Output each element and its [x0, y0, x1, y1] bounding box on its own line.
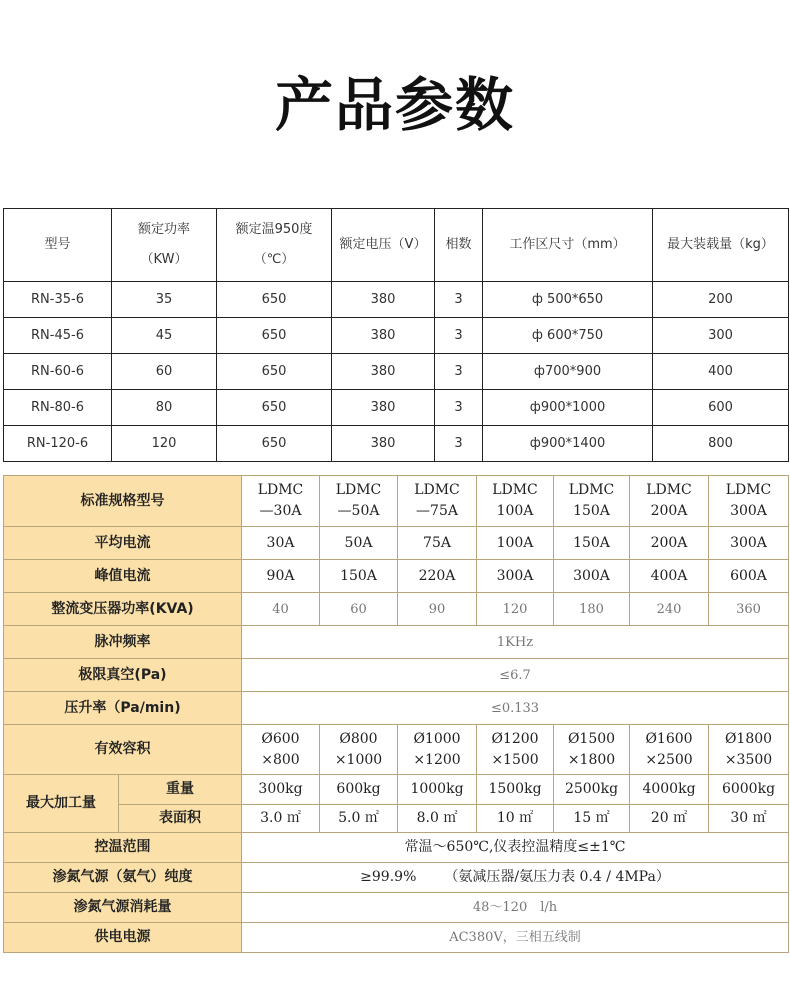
value-cell: 240 [630, 593, 709, 626]
cell-work-size: ф900*1400 [483, 426, 653, 462]
row-pulse-freq [4, 626, 789, 659]
value-cell: 15 ㎡ [554, 805, 630, 833]
label-volume: 有效容积 [4, 725, 242, 775]
cell-phase: 3 [435, 282, 483, 318]
cell-work-size: ф 600*750 [483, 318, 653, 354]
cell-work-size: ф700*900 [483, 354, 653, 390]
cell-work-size: ф 500*650 [483, 282, 653, 318]
cell-voltage: 380 [332, 426, 435, 462]
cell-max-load: 200 [653, 282, 789, 318]
value-cell: 150A [554, 527, 630, 560]
value-cell: 90 [398, 593, 477, 626]
label-pulse-freq: 脉冲频率 [4, 626, 242, 659]
value-pulse-freq: 1KHz [242, 626, 789, 659]
label-consumption: 渗氮气源消耗量 [4, 893, 242, 923]
row-area [4, 805, 789, 833]
table-row [4, 390, 789, 426]
nitrogen-purity: ≥99.9% [360, 869, 417, 885]
value-cell: 10 ㎡ [477, 805, 554, 833]
row-models [4, 476, 789, 527]
volume-cell: Ø1200 ×1500 [477, 725, 554, 775]
value-cell: 300A [477, 560, 554, 593]
model-cell: LDMC —30A [242, 476, 320, 527]
model-cell: LDMC 150A [554, 476, 630, 527]
value-cell: 220A [398, 560, 477, 593]
value-cell: 4000kg [630, 775, 709, 805]
cell-model: RN-35-6 [4, 282, 112, 318]
row-weight [4, 775, 789, 805]
value-cell: 75A [398, 527, 477, 560]
cell-power: 80 [112, 390, 217, 426]
label-transformer: 整流变压器功率(KVA) [4, 593, 242, 626]
model-cell: LDMC 200A [630, 476, 709, 527]
label-nitrogen-source: 渗氮气源（氨气）纯度 [4, 863, 242, 893]
model-cell: LDMC 300A [709, 476, 789, 527]
value-cell: 2500kg [554, 775, 630, 805]
value-cell: 300A [709, 527, 789, 560]
volume-cell: Ø800 ×1000 [320, 725, 398, 775]
value-cell: 5.0 ㎡ [320, 805, 398, 833]
value-cell: 600kg [320, 775, 398, 805]
value-cell: 20 ㎡ [630, 805, 709, 833]
label-avg-current: 平均电流 [4, 527, 242, 560]
header-temperature: 额定温950度 （℃） [217, 209, 332, 282]
value-cell: 1500kg [477, 775, 554, 805]
cell-model: RN-80-6 [4, 390, 112, 426]
label-pressure-rise: 压升率（Pa/min) [4, 692, 242, 725]
cell-max-load: 600 [653, 390, 789, 426]
row-nitrogen-source [4, 863, 789, 893]
value-cell: 200A [630, 527, 709, 560]
value-cell: 1000kg [398, 775, 477, 805]
value-nitrogen-source [242, 863, 789, 893]
value-power-supply: AC380V，三相五线制 [242, 923, 789, 953]
header-voltage: 额定电压（V） [332, 209, 435, 282]
volume-cell: Ø1800 ×3500 [709, 725, 789, 775]
cell-voltage: 380 [332, 318, 435, 354]
cell-model: RN-60-6 [4, 354, 112, 390]
cell-phase: 3 [435, 318, 483, 354]
value-cell: 300A [554, 560, 630, 593]
value-cell: 180 [554, 593, 630, 626]
volume-cell: Ø600 ×800 [242, 725, 320, 775]
table-row [4, 318, 789, 354]
value-cell: 30A [242, 527, 320, 560]
value-cell: 3.0 ㎡ [242, 805, 320, 833]
value-cell: 600A [709, 560, 789, 593]
label-max-load: 最大加工量 [4, 775, 119, 833]
row-temp-range [4, 833, 789, 863]
value-cell: 300kg [242, 775, 320, 805]
cell-phase: 3 [435, 354, 483, 390]
value-temp-range: 常温～650℃,仪表控温精度≤±1℃ [242, 833, 789, 863]
row-vacuum [4, 659, 789, 692]
row-peak-current [4, 560, 789, 593]
label-area: 表面积 [119, 805, 242, 833]
value-vacuum: ≤6.7 [242, 659, 789, 692]
model-cell: LDMC 100A [477, 476, 554, 527]
label-vacuum: 极限真空(Pa) [4, 659, 242, 692]
cell-temperature: 650 [217, 318, 332, 354]
value-cell: 400A [630, 560, 709, 593]
page-title: 产品参数 [274, 71, 515, 139]
product-spec-table [3, 208, 789, 462]
table-row [4, 354, 789, 390]
value-consumption: 48～120 l/h [242, 893, 789, 923]
header-power: 额定功率 （KW） [112, 209, 217, 282]
value-cell: 100A [477, 527, 554, 560]
cell-temperature: 650 [217, 354, 332, 390]
cell-model: RN-120-6 [4, 426, 112, 462]
value-cell: 60 [320, 593, 398, 626]
value-cell: 90A [242, 560, 320, 593]
cell-phase: 3 [435, 426, 483, 462]
cell-power: 35 [112, 282, 217, 318]
value-cell: 8.0 ㎡ [398, 805, 477, 833]
cell-max-load: 800 [653, 426, 789, 462]
table-row [4, 426, 789, 462]
cell-voltage: 380 [332, 390, 435, 426]
cell-max-load: 300 [653, 318, 789, 354]
volume-cell: Ø1500 ×1800 [554, 725, 630, 775]
table-row [4, 282, 789, 318]
row-power-supply [4, 923, 789, 953]
value-cell: 40 [242, 593, 320, 626]
value-cell: 120 [477, 593, 554, 626]
header-phase: 相数 [435, 209, 483, 282]
row-avg-current [4, 527, 789, 560]
label-peak-current: 峰值电流 [4, 560, 242, 593]
label-power-supply: 供电电源 [4, 923, 242, 953]
cell-power: 120 [112, 426, 217, 462]
row-volume [4, 725, 789, 775]
cell-voltage: 380 [332, 354, 435, 390]
nitrogen-regulator: （氨减压器/氨压力表 0.4 / 4MPa） [444, 869, 670, 885]
cell-phase: 3 [435, 390, 483, 426]
table-header-row [4, 209, 789, 282]
cell-work-size: ф900*1000 [483, 390, 653, 426]
label-models: 标准规格型号 [4, 476, 242, 527]
label-temp-range: 控温范围 [4, 833, 242, 863]
value-pressure-rise: ≤0.133 [242, 692, 789, 725]
volume-cell: Ø1000 ×1200 [398, 725, 477, 775]
value-cell: 30 ㎡ [709, 805, 789, 833]
model-cell: LDMC —75A [398, 476, 477, 527]
cell-power: 60 [112, 354, 217, 390]
value-cell: 360 [709, 593, 789, 626]
cell-power: 45 [112, 318, 217, 354]
value-cell: 150A [320, 560, 398, 593]
row-transformer [4, 593, 789, 626]
row-pressure-rise [4, 692, 789, 725]
cell-temperature: 650 [217, 282, 332, 318]
volume-cell: Ø1600 ×2500 [630, 725, 709, 775]
cell-temperature: 650 [217, 426, 332, 462]
ldmc-spec-table [3, 475, 789, 953]
cell-max-load: 400 [653, 354, 789, 390]
cell-model: RN-45-6 [4, 318, 112, 354]
cell-temperature: 650 [217, 390, 332, 426]
value-cell: 6000kg [709, 775, 789, 805]
cell-voltage: 380 [332, 282, 435, 318]
model-cell: LDMC —50A [320, 476, 398, 527]
row-consumption [4, 893, 789, 923]
header-model: 型号 [4, 209, 112, 282]
value-cell: 50A [320, 527, 398, 560]
header-max-load: 最大装载量（kg） [653, 209, 789, 282]
header-work-size: 工作区尺寸（mm） [483, 209, 653, 282]
label-weight: 重量 [119, 775, 242, 805]
